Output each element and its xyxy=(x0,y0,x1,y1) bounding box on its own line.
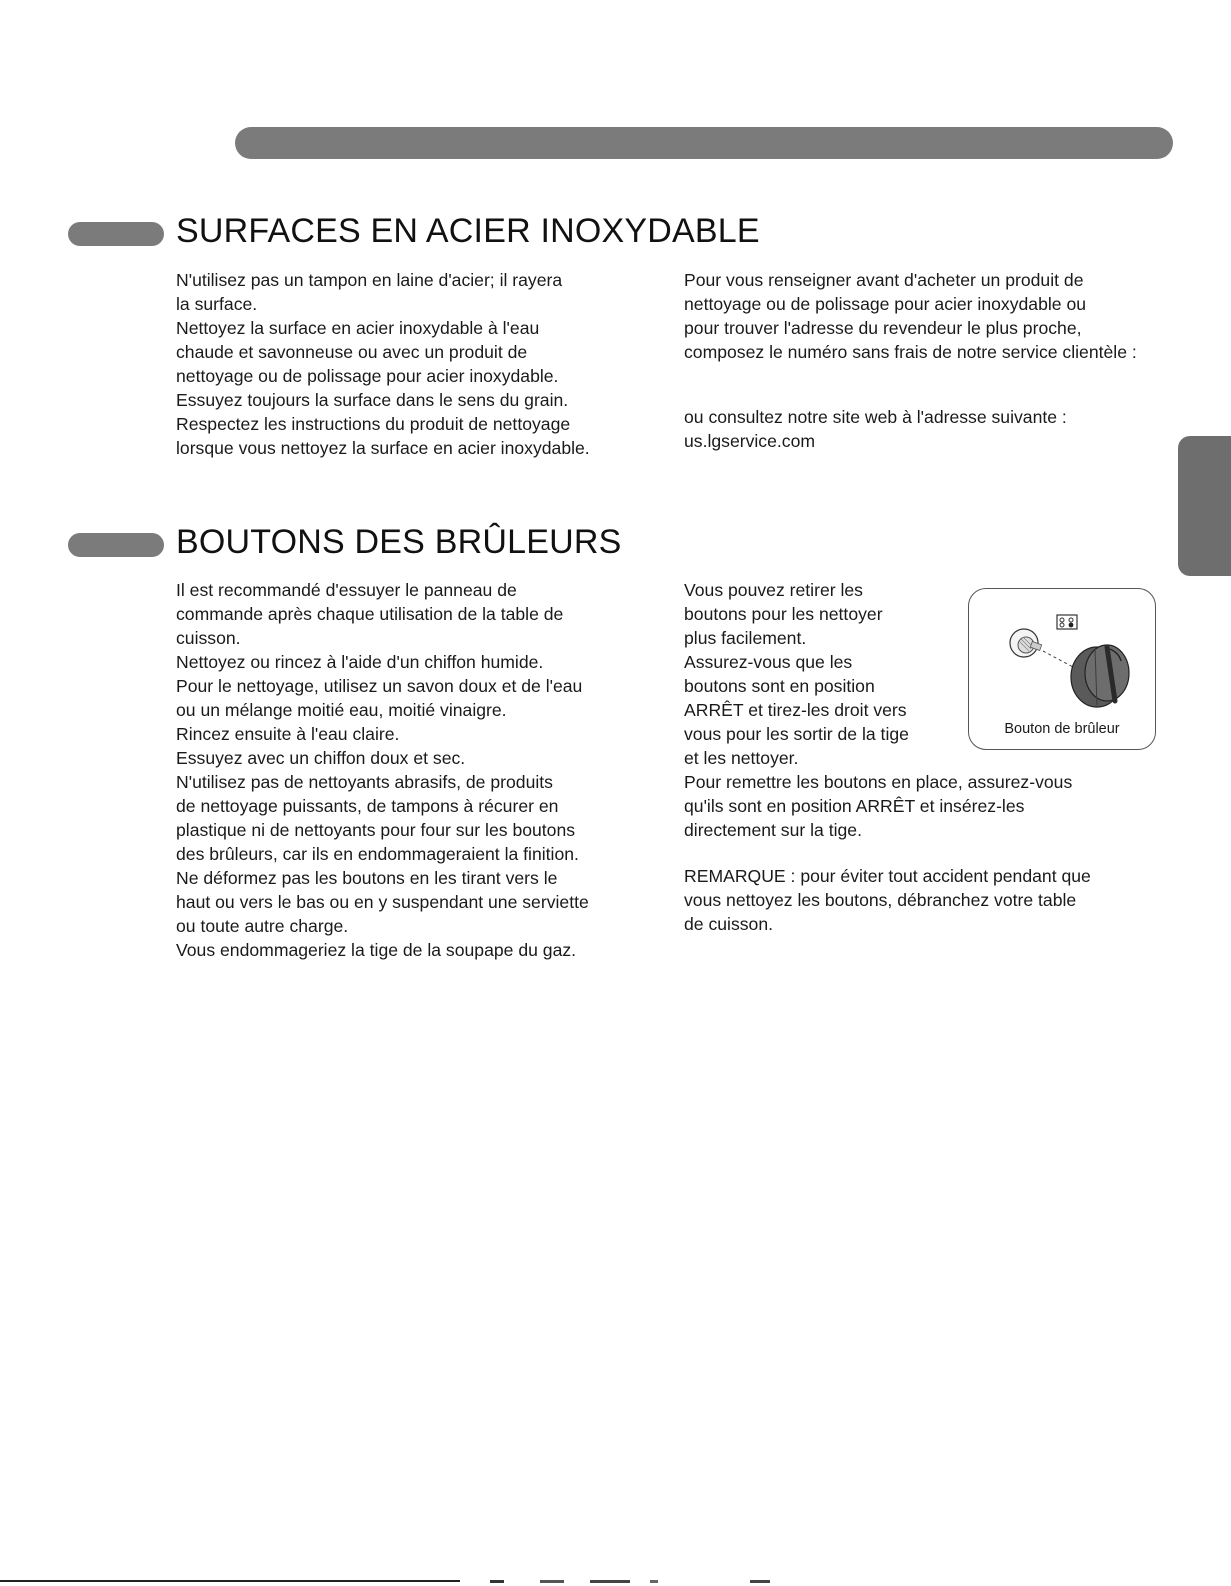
section-title-stainless: SURFACES EN ACIER INOXYDABLE xyxy=(176,212,760,250)
section-marker xyxy=(68,533,164,557)
text-line: Vous endommageriez la tige de la soupape du gaz. xyxy=(176,940,577,960)
text-line: nettoyage ou de polissage pour acier inoxydable ou xyxy=(684,294,1087,314)
chapter-tab xyxy=(1178,436,1231,576)
text-line: ou un mélange moitié eau, moitié vinaigre. xyxy=(176,700,507,720)
text-line: de nettoyage puissants, de tampons à récurer en xyxy=(176,796,559,816)
text-line: lorsque vous nettoyez la surface en acier inoxydable. xyxy=(176,438,590,458)
text-line: haut ou vers le bas ou en y suspendant une serviette xyxy=(176,892,589,912)
text-line: Pour le nettoyage, utilisez un savon doux et de l'eau xyxy=(176,676,583,696)
burner-knob-illustration xyxy=(969,589,1157,719)
burner-knob-figure xyxy=(968,588,1156,750)
text-line: pour trouver l'adresse du revendeur le plus proche, xyxy=(684,318,1082,338)
note-line: de cuisson. xyxy=(684,914,773,934)
header-bar xyxy=(235,127,1173,159)
text-line: des brûleurs, car ils en endommageraient la finition. xyxy=(176,844,579,864)
text-line: Nettoyez ou rincez à l'aide d'un chiffon humide. xyxy=(176,652,544,672)
footer-marks xyxy=(490,1579,790,1585)
knob-icon xyxy=(1071,645,1129,707)
text-line: nettoyage ou de polissage pour acier inoxydable. xyxy=(176,366,559,386)
text-line: Nettoyez la surface en acier inoxydable à l'eau xyxy=(176,318,540,338)
valve-stem-icon xyxy=(1010,629,1042,657)
text-line: boutons sont en position xyxy=(684,676,875,696)
text-line: et les nettoyer. xyxy=(684,748,799,768)
text-line: qu'ils sont en position ARRÊT et insérez-les xyxy=(684,796,1025,816)
text-line: Respectez les instructions du produit de nettoyage xyxy=(176,414,571,434)
text-line: Pour remettre les boutons en place, assurez-vous xyxy=(684,772,1073,792)
text-line: Essuyez avec un chiffon doux et sec. xyxy=(176,748,466,768)
text-line: commande après chaque utilisation de la table de xyxy=(176,604,564,624)
text-line: Vous pouvez retirer les xyxy=(684,580,863,600)
text-line: Essuyez toujours la surface dans le sens du grain. xyxy=(176,390,569,410)
knobs-left-text xyxy=(176,578,589,962)
text-link: us.lgservice.com xyxy=(684,431,816,451)
text-line: N'utilisez pas un tampon en laine d'acier; il rayera xyxy=(176,270,563,290)
text-line: chaude et savonneuse ou avec un produit de xyxy=(176,342,528,362)
text-line: ou consultez notre site web à l'adresse suivante : xyxy=(684,407,1067,427)
text-line: la surface. xyxy=(176,294,258,314)
text-line: Ne déformez pas les boutons en les tirant vers le xyxy=(176,868,558,888)
text-line: plus facilement. xyxy=(684,628,807,648)
text-line: ARRÊT et tirez-les droit vers xyxy=(684,700,907,720)
section-marker xyxy=(68,222,164,246)
text-line: composez le numéro sans frais de notre service clientèle : xyxy=(684,342,1137,362)
text-line: ou toute autre charge. xyxy=(176,916,349,936)
text-line: Rincez ensuite à l'eau claire. xyxy=(176,724,400,744)
stainless-right-text xyxy=(684,268,1137,364)
text-line: plastique ni de nettoyants pour four sur les boutons xyxy=(176,820,576,840)
text-line: N'utilisez pas de nettoyants abrasifs, de produits xyxy=(176,772,553,792)
text-line: Il est recommandé d'essuyer le panneau de xyxy=(176,580,517,600)
text-line: cuisson. xyxy=(176,628,241,648)
text-line: boutons pour les nettoyer xyxy=(684,604,883,624)
text-line: Pour vous renseigner avant d'acheter un produit de xyxy=(684,270,1084,290)
stainless-website-text xyxy=(684,405,1067,453)
note-line: vous nettoyez les boutons, débranchez votre table xyxy=(684,890,1077,910)
note-line: REMARQUE : pour éviter tout accident pendant que xyxy=(684,866,1091,886)
section-title-knobs: BOUTONS DES BRÛLEURS xyxy=(176,523,622,561)
burner-symbol-icon xyxy=(1057,615,1077,629)
footer-rule xyxy=(0,1580,460,1582)
figure-caption: Bouton de brûleur xyxy=(1004,721,1120,737)
stainless-left-text xyxy=(176,268,590,460)
text-line: directement sur la tige. xyxy=(684,820,862,840)
text-line: Assurez-vous que les xyxy=(684,652,853,672)
text-line: vous pour les sortir de la tige xyxy=(684,724,909,744)
